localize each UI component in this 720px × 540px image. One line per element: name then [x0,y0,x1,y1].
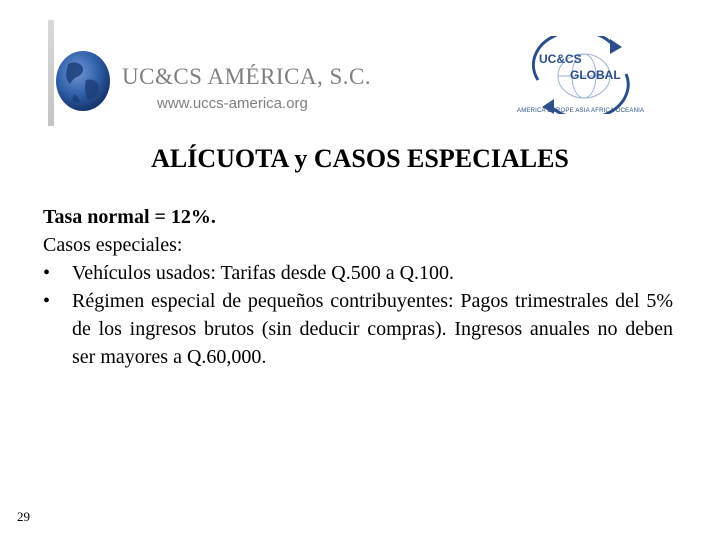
normal-rate-text: Tasa normal = 12%. [43,206,216,228]
global-logo-tagline: AMERICA EUROPE ASIA AFRICA OCEANIA [517,108,645,114]
list-item-text: Vehículos usados: Tarifas desde Q.500 a Q.100. [72,262,455,284]
slide-body [43,203,673,371]
global-logo-line1: UC&CS [539,52,582,66]
globe-icon [54,50,112,112]
bullet-icon: • [43,290,51,312]
slide-title: ALÍCUOTA y CASOS ESPECIALES [151,144,569,173]
special-cases-heading: Casos especiales: [43,234,183,256]
company-name: UC&CS AMÉRICA, S.C. [122,64,372,89]
bullet-icon: • [43,262,51,284]
list-item [43,259,673,287]
company-url: www.uccs-america.org [157,95,308,112]
global-logo-line2: GLOBAL [570,68,621,82]
list-item-text: Régimen especial de pequeños contribuyentes: Pagos trimestrales del 5% de los ingresos brutos (sin deducir compras). Ingresos anuales no deben ser mayores a Q.60,000. [72,290,673,368]
special-cases-list [43,259,673,371]
list-item [43,287,673,371]
page-number: 29 [17,509,30,524]
